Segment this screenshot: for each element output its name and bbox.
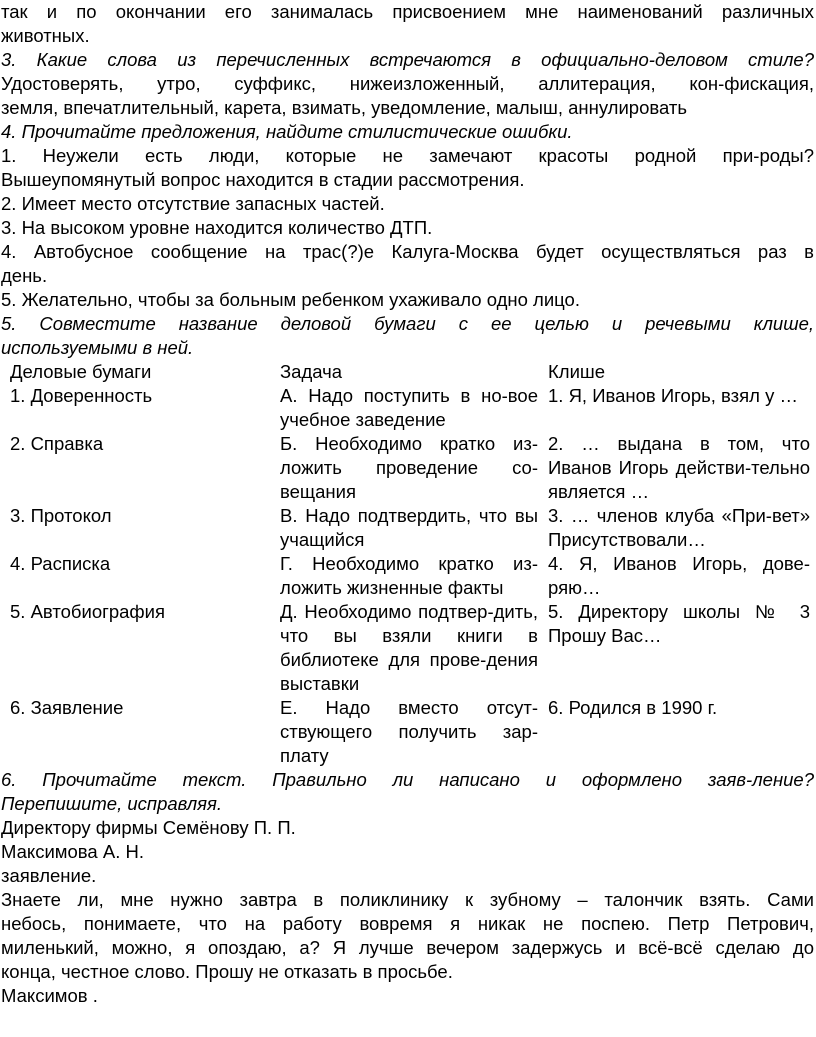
- intro-line-2: животных.: [1, 25, 90, 46]
- table-row: [8, 432, 810, 504]
- task6-heading-line-1: 6. Прочитайте текст. Правильно ли написано и оформлено заяв-ление?: [1, 769, 814, 790]
- task4-sentence-1-line-1: 1. Неужели есть люди, которые не замечают красоты родной при-роды?: [1, 145, 814, 166]
- header-task: Задача: [280, 361, 343, 382]
- task5-heading-line-1: 5. Совместите название деловой бумаги с ее целью и речевыми клише,: [1, 313, 814, 334]
- task3-heading: 3. Какие слова из перечисленных встречаются в официально-деловом стиле?: [1, 49, 814, 70]
- task4-heading: 4. Прочитайте предложения, найдите стилистические ошибки.: [1, 121, 573, 142]
- table-row: [8, 504, 810, 552]
- application-signature: Максимов .: [1, 985, 98, 1006]
- task-cell: Е. Надо вместо отсут-ствующего получить зар-плату: [280, 697, 538, 766]
- table-row: [8, 696, 810, 768]
- table-header-row: [8, 360, 810, 384]
- task5-heading-line-2: используемыми в ней.: [1, 337, 194, 358]
- task-cell: Б. Необходимо кратко из-ложить проведение со-вещания: [280, 433, 538, 502]
- doc-cell: 4. Расписка: [10, 553, 111, 574]
- application-body-line-3: миленький, можно, я опоздаю, а? Я лучше вечером задержусь и всё-всё сделаю до: [1, 937, 814, 958]
- task4-sentence-5: 5. Желательно, чтобы за больным ребенком ухаживало одно лицо.: [1, 289, 580, 310]
- header-doc: Деловые бумаги: [10, 361, 152, 382]
- task4-sentence-4-line-2: день.: [1, 265, 48, 286]
- application-addressee: Директору фирмы Семёнову П. П.: [1, 817, 296, 838]
- application-title: заявление.: [1, 865, 97, 886]
- table-row: [8, 552, 810, 600]
- cliche-cell: 4. Я, Иванов Игорь, дове-ряю…: [548, 553, 810, 598]
- cliche-cell: 3. … членов клуба «При-вет» Присутствовали…: [548, 505, 810, 550]
- application-sender: Максимова А. Н.: [1, 841, 144, 862]
- intro-line-1: так и по окончании его занималась присвоением мне наименований различных: [1, 1, 814, 22]
- task4-sentence-4-line-1: 4. Автобусное сообщение на трас(?)е Калуга-Москва будет осуществляться раз в: [1, 241, 814, 262]
- doc-cell: 2. Справка: [10, 433, 104, 454]
- application-body-line-4: конца, честное слово. Прошу не отказать в просьбе.: [1, 961, 453, 982]
- business-papers-table: [8, 360, 810, 768]
- task3-words-line-1: Удостоверять, утро, суффикс, нижеизложенный, аллитерация, кон-фискация,: [1, 73, 814, 94]
- table-row: [8, 600, 810, 696]
- task4-sentence-3: 3. На высоком уровне находится количество ДТП.: [1, 217, 433, 238]
- header-cliche: Клише: [548, 361, 606, 382]
- doc-cell: 5. Автобиография: [10, 601, 166, 622]
- cliche-cell: 5. Директору школы № 3 Прошу Вас…: [548, 601, 810, 646]
- task4-sentence-2: 2. Имеет место отсутствие запасных частей.: [1, 193, 385, 214]
- task-cell: Д. Необходимо подтвер-дить, что вы взяли книги в библиотеке для прове-дения выставки: [280, 601, 538, 694]
- task-cell: А. Надо поступить в но-вое учебное заведение: [280, 385, 538, 430]
- cliche-cell: 6. Родился в 1990 г.: [548, 697, 718, 718]
- cliche-cell: 2. … выдана в том, что Иванов Игорь действи-тельно является …: [548, 433, 810, 502]
- cliche-cell: 1. Я, Иванов Игорь, взял у …: [548, 385, 798, 406]
- application-body-line-1: Знаете ли, мне нужно завтра в поликлинику к зубному – талончик взять. Сами: [1, 889, 814, 910]
- doc-cell: 6. Заявление: [10, 697, 124, 718]
- task4-sentence-1-line-2: Вышеупомянутый вопрос находится в стадии рассмотрения.: [1, 169, 525, 190]
- table-row: [8, 384, 810, 432]
- task-cell: Г. Необходимо кратко из-ложить жизненные факты: [280, 553, 538, 598]
- task3-words-line-2: земля, впечатлительный, карета, взимать, уведомление, малыш, аннулировать: [1, 97, 687, 118]
- doc-cell: 3. Протокол: [10, 505, 112, 526]
- task6-heading-line-2: Перепишите, исправляя.: [1, 793, 223, 814]
- task-cell: В. Надо подтвердить, что вы учащийся: [280, 505, 538, 550]
- application-body-line-2: небось, понимаете, что на работу вовремя я никак не поспею. Петр Петрович,: [1, 913, 814, 934]
- doc-cell: 1. Доверенность: [10, 385, 153, 406]
